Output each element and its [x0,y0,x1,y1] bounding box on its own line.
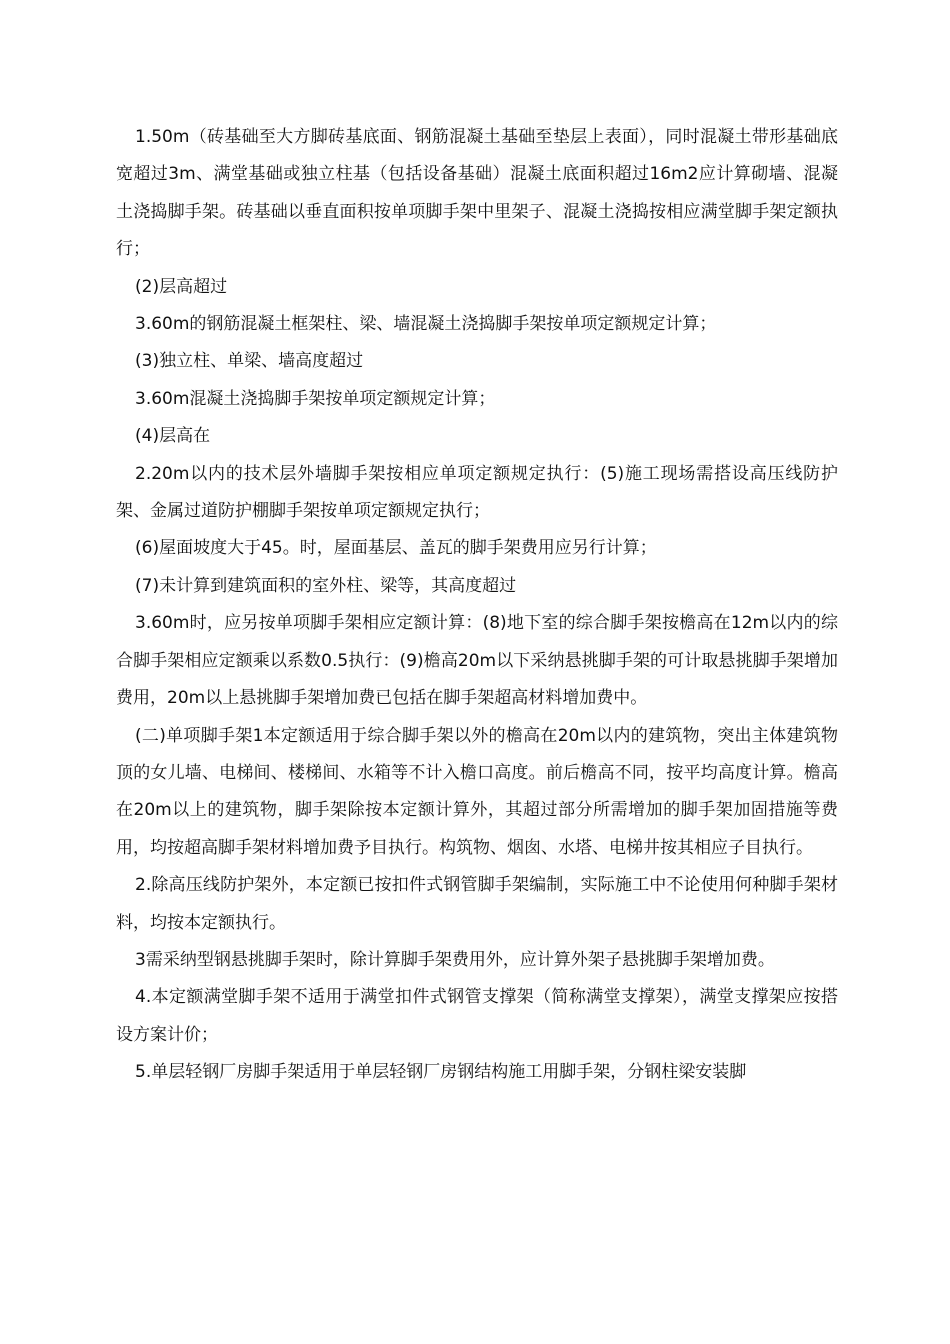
paragraph-5: 3.60m混凝土浇捣脚手架按单项定额规定计算； [135,388,496,409]
paragraph-10: 3.60m时，应另按单项脚手架相应定额计算：(8)地下室的综合脚手架按檐高在12m以内的综合脚手架相应定额乘以系数0.5执行：(9)檐高20m以下采纳悬挑脚手架的可计取悬挑脚手架增加费用，20m以上悬挑脚手架增加费已包括在脚手架超高材料增加费中。 [116,613,838,709]
paragraph-6: (4)层高在 [135,426,211,447]
paragraph-3: 3.60m的钢筋混凝土框架柱、梁、墙混凝土浇捣脚手架按单项定额规定计算； [135,314,717,335]
paragraph-15: 5.单层轻钢厂房脚手架适用于单层轻钢厂房钢结构施工用脚手架，分钢柱梁安装脚 [135,1062,747,1083]
paragraph-13: 3需采纳型钢悬挑脚手架时，除计算脚手架费用外，应计算外架子悬挑脚手架增加费。 [135,949,775,970]
paragraph-4: (3)独立柱、单梁、墙高度超过 [135,351,364,372]
paragraph-8: (6)屋面坡度大于45。时，屋面基层、盖瓦的脚手架费用应另行计算； [135,538,657,559]
paragraph-9: (7)未计算到建筑面积的室外柱、梁等，其高度超过 [135,575,517,596]
paragraph-11: (二)单项脚手架1本定额适用于综合脚手架以外的檐高在20m以内的建筑物，突出主体建筑物顶的女儿墙、电梯间、楼梯间、水箱等不计入檐口高度。前后檐高不同，按平均高度计算。檐高在20m以上的建筑物，脚手架除按本定额计算外，其超过部分所需增加的脚手架加固措施等费用，均按超高脚手架材料增加费予目执行。构筑物、烟囱、水塔、电梯井按其相应子目执行。 [116,725,838,858]
paragraph-2: (2)层高超过 [135,276,228,297]
paragraph-7: 2.20m以内的技术层外墙脚手架按相应单项定额规定执行：(5)施工现场需搭设高压线防护架、金属过道防护棚脚手架按单项定额规定执行； [116,463,838,522]
paragraph-1: 1.50m（砖基础至大方脚砖基底面、钢筋混凝土基础至垫层上表面），同时混凝土带形基础底宽超过3m、满堂基础或独立柱基（包括设备基础）混凝土底面积超过16m2应计算砌墙、混凝土浇捣脚手架。砖基础以垂直面积按单项脚手架中里架子、混凝土浇捣按相应满堂脚手架定额执行； [116,127,838,260]
paragraph-14: 4.本定额满堂脚手架不适用于满堂扣件式钢管支撑架（简称满堂支撑架），满堂支撑架应按搭设方案计价； [116,987,838,1045]
paragraph-12: 2.除高压线防护架外，本定额已按扣件式钢管脚手架编制，实际施工中不论使用何种脚手架材料，均按本定额执行。 [116,875,838,933]
document-body [116,119,838,1092]
